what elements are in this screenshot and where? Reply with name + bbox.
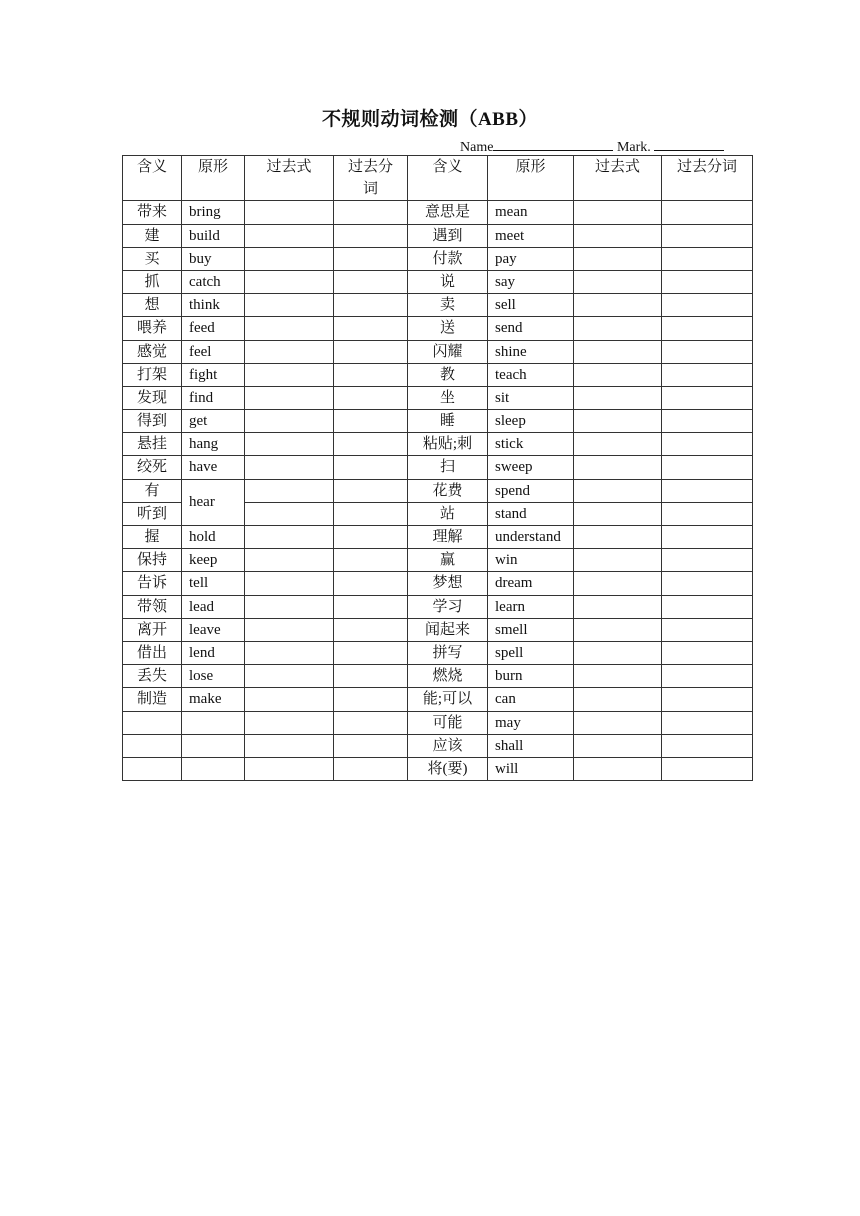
right-meaning-cell: 梦想	[408, 572, 488, 595]
right-past-input[interactable]	[574, 224, 662, 247]
left-past-input[interactable]	[245, 595, 334, 618]
table-row	[123, 595, 753, 618]
left-participle-input[interactable]	[334, 317, 408, 340]
left-meaning-cell: 想	[123, 294, 182, 317]
table-row	[123, 340, 753, 363]
left-base-cell: tell	[182, 572, 245, 595]
right-past-input[interactable]	[574, 734, 662, 757]
header-past-left: 过去式	[245, 156, 334, 201]
left-past-input[interactable]	[245, 363, 334, 386]
left-past-input[interactable]	[245, 572, 334, 595]
left-meaning-cell: 买	[123, 247, 182, 270]
left-past-input[interactable]	[245, 479, 334, 502]
right-base-cell: spell	[488, 641, 574, 664]
left-past-input[interactable]	[245, 502, 334, 525]
right-meaning-cell: 教	[408, 363, 488, 386]
left-past-input[interactable]	[245, 665, 334, 688]
left-past-input[interactable]	[245, 549, 334, 572]
right-base-cell: send	[488, 317, 574, 340]
right-past-input[interactable]	[574, 247, 662, 270]
table-row	[123, 201, 753, 224]
header-base-right: 原形	[488, 156, 574, 201]
left-participle-input[interactable]	[334, 549, 408, 572]
name-mark-line	[460, 137, 724, 156]
left-participle-input[interactable]	[334, 665, 408, 688]
right-past-input[interactable]	[574, 340, 662, 363]
left-participle-input[interactable]	[334, 595, 408, 618]
left-meaning-cell: 悬挂	[123, 433, 182, 456]
left-participle-input[interactable]	[334, 572, 408, 595]
left-participle-input[interactable]	[334, 456, 408, 479]
left-past-input[interactable]	[245, 688, 334, 711]
left-past-input[interactable]	[245, 618, 334, 641]
right-participle-input[interactable]	[662, 711, 753, 734]
right-meaning-cell: 站	[408, 502, 488, 525]
left-meaning-cell: 感觉	[123, 340, 182, 363]
left-base-cell: fight	[182, 363, 245, 386]
table-row	[123, 270, 753, 293]
table-row	[123, 294, 753, 317]
left-base-cell: lend	[182, 641, 245, 664]
right-past-input[interactable]	[574, 595, 662, 618]
right-base-cell: teach	[488, 363, 574, 386]
mark-label: Mark.	[616, 140, 651, 155]
left-participle-input[interactable]	[334, 479, 408, 502]
right-base-cell: dream	[488, 572, 574, 595]
left-participle-input[interactable]	[334, 433, 408, 456]
header-base-left: 原形	[182, 156, 245, 201]
left-meaning-cell: 带领	[123, 595, 182, 618]
table-row	[123, 526, 753, 549]
right-meaning-cell: 坐	[408, 386, 488, 409]
table-row	[123, 433, 753, 456]
left-meaning-cell	[123, 711, 182, 734]
left-participle-input[interactable]	[334, 340, 408, 363]
right-meaning-cell: 将(要)	[408, 757, 488, 780]
left-meaning-cell: 告诉	[123, 572, 182, 595]
right-past-input[interactable]	[574, 757, 662, 780]
right-meaning-cell: 说	[408, 270, 488, 293]
right-base-cell: burn	[488, 665, 574, 688]
left-meaning-cell: 抓	[123, 270, 182, 293]
right-past-input[interactable]	[574, 665, 662, 688]
right-past-input[interactable]	[574, 363, 662, 386]
right-participle-input[interactable]	[662, 618, 753, 641]
left-base-cell: hold	[182, 526, 245, 549]
header-meaning-right: 含义	[408, 156, 488, 201]
left-participle-input[interactable]	[334, 734, 408, 757]
right-participle-input[interactable]	[662, 317, 753, 340]
left-base-cell: feel	[182, 340, 245, 363]
left-base-cell: catch	[182, 270, 245, 293]
left-participle-input[interactable]	[334, 386, 408, 409]
right-base-cell: sweep	[488, 456, 574, 479]
right-participle-input[interactable]	[662, 641, 753, 664]
right-past-input[interactable]	[574, 201, 662, 224]
left-past-input[interactable]	[245, 433, 334, 456]
right-past-input[interactable]	[574, 270, 662, 293]
right-participle-input[interactable]	[662, 549, 753, 572]
left-past-input[interactable]	[245, 270, 334, 293]
left-base-cell: find	[182, 386, 245, 409]
left-base-cell: buy	[182, 247, 245, 270]
right-meaning-cell: 理解	[408, 526, 488, 549]
header-row	[123, 156, 753, 201]
left-base-cell: lose	[182, 665, 245, 688]
table-row	[123, 479, 753, 502]
right-base-cell: say	[488, 270, 574, 293]
mark-blank[interactable]	[654, 137, 724, 151]
left-base-cell: have	[182, 456, 245, 479]
right-meaning-cell: 送	[408, 317, 488, 340]
table-row	[123, 410, 753, 433]
left-participle-input[interactable]	[334, 270, 408, 293]
table-row	[123, 549, 753, 572]
right-meaning-cell: 付款	[408, 247, 488, 270]
left-meaning-cell: 听到	[123, 502, 182, 525]
left-past-input[interactable]	[245, 526, 334, 549]
left-participle-input[interactable]	[334, 757, 408, 780]
page-title: 不规则动词检测（ABB）	[321, 109, 539, 130]
right-meaning-cell: 睡	[408, 410, 488, 433]
right-base-cell: meet	[488, 224, 574, 247]
right-past-input[interactable]	[574, 572, 662, 595]
left-past-input[interactable]	[245, 711, 334, 734]
right-past-input[interactable]	[574, 317, 662, 340]
right-meaning-cell: 可能	[408, 711, 488, 734]
left-past-input[interactable]	[245, 317, 334, 340]
left-participle-input[interactable]	[334, 502, 408, 525]
table-row	[123, 572, 753, 595]
table-row	[123, 224, 753, 247]
table-row	[123, 618, 753, 641]
left-past-input[interactable]	[245, 757, 334, 780]
right-participle-input[interactable]	[662, 294, 753, 317]
right-participle-input[interactable]	[662, 572, 753, 595]
right-base-cell: shine	[488, 340, 574, 363]
table-row	[123, 386, 753, 409]
left-participle-input[interactable]	[334, 294, 408, 317]
right-participle-input[interactable]	[662, 479, 753, 502]
right-base-cell: stand	[488, 502, 574, 525]
right-participle-input[interactable]	[662, 433, 753, 456]
right-meaning-cell: 能;可以	[408, 688, 488, 711]
right-past-input[interactable]	[574, 410, 662, 433]
right-participle-input[interactable]	[662, 456, 753, 479]
left-meaning-cell: 发现	[123, 386, 182, 409]
left-participle-input[interactable]	[334, 618, 408, 641]
left-past-input[interactable]	[245, 201, 334, 224]
left-past-input[interactable]	[245, 641, 334, 664]
right-meaning-cell: 闪耀	[408, 340, 488, 363]
left-participle-input[interactable]	[334, 711, 408, 734]
right-base-cell: smell	[488, 618, 574, 641]
right-meaning-cell: 拼写	[408, 641, 488, 664]
left-base-cell: bring	[182, 201, 245, 224]
header-past-right: 过去式	[574, 156, 662, 201]
left-past-input[interactable]	[245, 734, 334, 757]
right-past-input[interactable]	[574, 479, 662, 502]
left-meaning-cell	[123, 734, 182, 757]
right-participle-input[interactable]	[662, 340, 753, 363]
table-row	[123, 688, 753, 711]
table-row	[123, 665, 753, 688]
right-base-cell: may	[488, 711, 574, 734]
right-meaning-cell: 扫	[408, 456, 488, 479]
right-base-cell: understand	[488, 526, 574, 549]
right-meaning-cell: 花费	[408, 479, 488, 502]
right-participle-input[interactable]	[662, 502, 753, 525]
left-base-cell: lead	[182, 595, 245, 618]
name-blank[interactable]	[493, 137, 613, 151]
right-participle-input[interactable]	[662, 224, 753, 247]
right-participle-input[interactable]	[662, 201, 753, 224]
left-meaning-cell: 喂养	[123, 317, 182, 340]
right-participle-input[interactable]	[662, 665, 753, 688]
right-past-input[interactable]	[574, 526, 662, 549]
left-past-input[interactable]	[245, 247, 334, 270]
right-base-cell: sleep	[488, 410, 574, 433]
right-meaning-cell: 赢	[408, 549, 488, 572]
right-base-cell: learn	[488, 595, 574, 618]
right-participle-input[interactable]	[662, 595, 753, 618]
left-meaning-cell: 绞死	[123, 456, 182, 479]
right-base-cell: can	[488, 688, 574, 711]
table-row	[123, 363, 753, 386]
left-meaning-cell: 借出	[123, 641, 182, 664]
left-past-input[interactable]	[245, 386, 334, 409]
left-meaning-cell	[123, 757, 182, 780]
table-row	[123, 711, 753, 734]
left-meaning-cell: 带来	[123, 201, 182, 224]
name-label: Name	[460, 140, 494, 155]
left-base-cell: think	[182, 294, 245, 317]
left-base-cell	[182, 711, 245, 734]
left-meaning-cell: 建	[123, 224, 182, 247]
left-base-cell: hang	[182, 433, 245, 456]
right-participle-input[interactable]	[662, 757, 753, 780]
right-meaning-cell: 应该	[408, 734, 488, 757]
right-base-cell: spend	[488, 479, 574, 502]
right-participle-input[interactable]	[662, 526, 753, 549]
table-row	[123, 317, 753, 340]
right-past-input[interactable]	[574, 456, 662, 479]
right-meaning-cell: 意思是	[408, 201, 488, 224]
left-base-cell	[182, 757, 245, 780]
right-base-cell: sit	[488, 386, 574, 409]
table-row	[123, 456, 753, 479]
right-participle-input[interactable]	[662, 734, 753, 757]
left-participle-input[interactable]	[334, 363, 408, 386]
right-participle-input[interactable]	[662, 363, 753, 386]
right-past-input[interactable]	[574, 711, 662, 734]
right-meaning-cell: 学习	[408, 595, 488, 618]
left-past-input[interactable]	[245, 294, 334, 317]
table-row	[123, 734, 753, 757]
right-participle-input[interactable]	[662, 270, 753, 293]
left-base-cell: get	[182, 410, 245, 433]
left-past-input[interactable]	[245, 224, 334, 247]
right-participle-input[interactable]	[662, 410, 753, 433]
right-base-cell: will	[488, 757, 574, 780]
right-meaning-cell: 燃烧	[408, 665, 488, 688]
right-past-input[interactable]	[574, 688, 662, 711]
right-base-cell: stick	[488, 433, 574, 456]
left-meaning-cell: 保持	[123, 549, 182, 572]
right-meaning-cell: 闻起来	[408, 618, 488, 641]
header-participle-left: 过去分词	[334, 156, 408, 201]
left-base-cell: hear	[182, 479, 245, 525]
verb-table	[122, 155, 753, 781]
left-base-cell: feed	[182, 317, 245, 340]
left-participle-input[interactable]	[334, 688, 408, 711]
header-participle-right: 过去分词	[662, 156, 753, 201]
right-base-cell: sell	[488, 294, 574, 317]
left-meaning-cell: 离开	[123, 618, 182, 641]
right-meaning-cell: 卖	[408, 294, 488, 317]
right-past-input[interactable]	[574, 641, 662, 664]
left-participle-input[interactable]	[334, 641, 408, 664]
right-past-input[interactable]	[574, 618, 662, 641]
right-base-cell: pay	[488, 247, 574, 270]
left-base-cell: leave	[182, 618, 245, 641]
left-base-cell: keep	[182, 549, 245, 572]
left-base-cell: build	[182, 224, 245, 247]
left-meaning-cell: 制造	[123, 688, 182, 711]
table-row	[123, 757, 753, 780]
right-past-input[interactable]	[574, 294, 662, 317]
left-past-input[interactable]	[245, 456, 334, 479]
right-past-input[interactable]	[574, 502, 662, 525]
right-participle-input[interactable]	[662, 688, 753, 711]
left-participle-input[interactable]	[334, 201, 408, 224]
left-past-input[interactable]	[245, 340, 334, 363]
left-meaning-cell: 得到	[123, 410, 182, 433]
right-past-input[interactable]	[574, 433, 662, 456]
left-past-input[interactable]	[245, 410, 334, 433]
right-base-cell: mean	[488, 201, 574, 224]
right-participle-input[interactable]	[662, 247, 753, 270]
right-past-input[interactable]	[574, 549, 662, 572]
left-participle-input[interactable]	[334, 526, 408, 549]
left-meaning-cell: 有	[123, 479, 182, 502]
table-row	[123, 247, 753, 270]
right-participle-input[interactable]	[662, 386, 753, 409]
header-meaning-left: 含义	[123, 156, 182, 201]
left-participle-input[interactable]	[334, 224, 408, 247]
left-participle-input[interactable]	[334, 247, 408, 270]
table-row	[123, 641, 753, 664]
left-base-cell: make	[182, 688, 245, 711]
right-past-input[interactable]	[574, 386, 662, 409]
right-meaning-cell: 粘贴;刺	[408, 433, 488, 456]
left-meaning-cell: 丢失	[123, 665, 182, 688]
right-meaning-cell: 遇到	[408, 224, 488, 247]
left-base-cell	[182, 734, 245, 757]
left-meaning-cell: 握	[123, 526, 182, 549]
left-participle-input[interactable]	[334, 410, 408, 433]
table-body	[123, 201, 753, 781]
left-meaning-cell: 打架	[123, 363, 182, 386]
right-base-cell: shall	[488, 734, 574, 757]
right-base-cell: win	[488, 549, 574, 572]
